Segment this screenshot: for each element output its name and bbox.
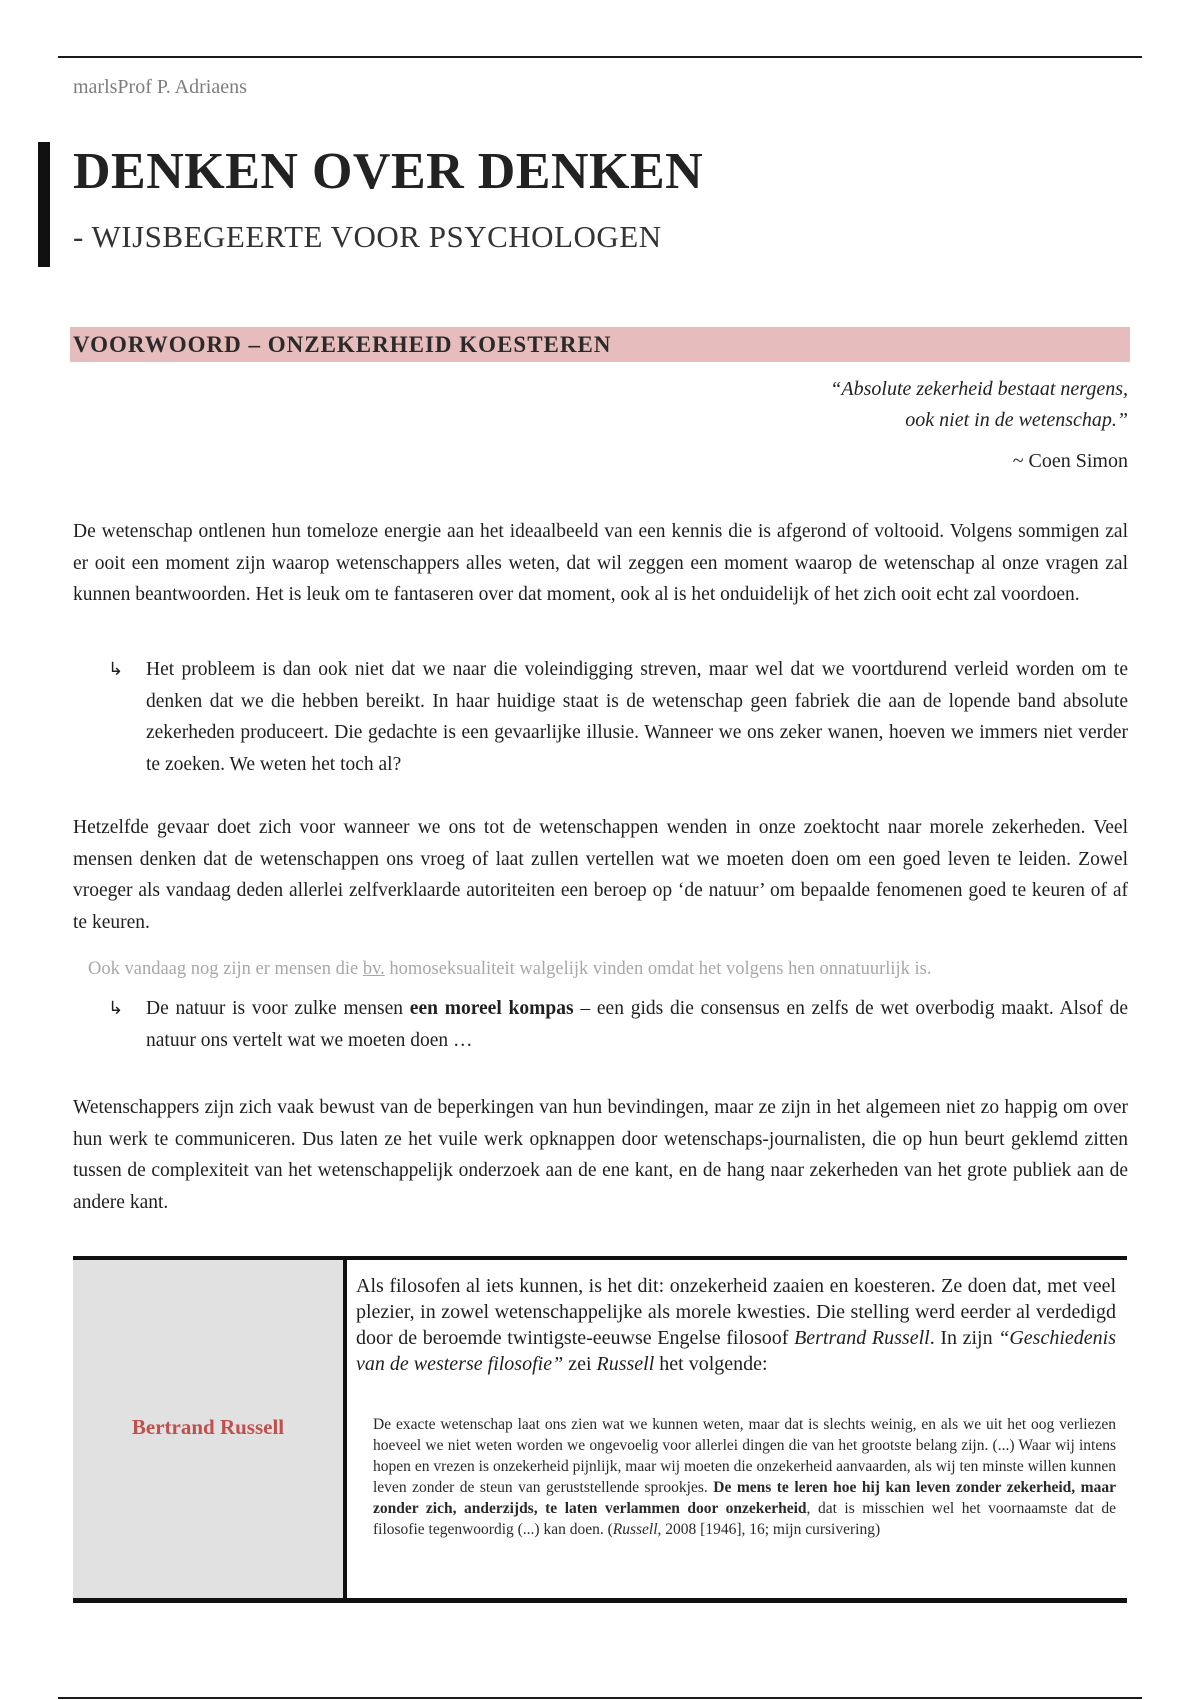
epigraph-quote xyxy=(528,374,1128,436)
epigraph-line-2: ook niet in de wetenschap.” xyxy=(905,409,1128,431)
cite-text-a: De exacte wetenschap laat ons zien wat we kunnen weten, maar dat is slechts weinig, en als we uit het oog verliezen hoeveel we niet weten worden we ongevoelig voor allerlei dingen die van het grootste belang zijn. (...) Waar wij intens hopen en vrezen is onzekerheid pijnlijk, maar wij moeten die onzekerheid aanvaarden, als wij ten minste willen kunnen leven zonder de steun van geruststellende sprookjes. xyxy=(373,1416,1116,1496)
epigraph-author: ~ Coen Simon xyxy=(1012,450,1128,472)
aside-text-b: homoseksualiteit walgelijk vinden omdat het volgens hen onnatuurlijk is. xyxy=(384,959,932,979)
section-heading: VOORWOORD – ONZEKERHEID KOESTEREN xyxy=(73,332,612,357)
arrow-return-icon: ↳ xyxy=(108,998,124,1019)
bullet-2-text-b: – een gids die consensus en zelfs de wet overbodig maakt. Alsof de natuur ons vertelt wat we moeten doen … xyxy=(146,998,1128,1051)
paragraph-2: Hetzelfde gevaar doet zich voor wanneer we ons tot de wetenschappen wenden in onze zoektocht naar morele zekerheden. Veel mensen denken dat de wetenschappen ons vroeg of laat zullen vertellen wat we moeten doen om een goed leven te leiden. Zowel vroeger als vandaag deden allerlei zelfverklaarde autoriteiten een beroep op ‘de natuur’ om bepaalde fenomenen goed te keuren of af te keuren. xyxy=(73,817,1128,933)
document-subtitle: - WIJSBEGEERTE VOOR PSYCHOLOGEN xyxy=(73,219,662,254)
cite-text-b: , dat is misschien wel het voornaamste dat de filosofie tegenwoordig (...) kan doen. ( xyxy=(373,1500,1116,1538)
box-text-book: “Geschiedenis van de westerse filosofie” xyxy=(356,1327,1116,1375)
aside-text-a: Ook vandaag nog zijn er mensen die xyxy=(88,959,363,979)
box-text-d: het volgende: xyxy=(654,1353,768,1375)
cite-ref: Russell xyxy=(612,1521,658,1538)
bullet-1-text: Het probleem is dan ook niet dat we naar die voleindigging streven, maar wel dat we voortdurend verleid worden om te denken dat we die hebben bereikt. In haar huidige staat is de wetenschap geen fabriek die aan de lopende band absolute zekerheden produceert. Die gedachte is een gevaarlijke illusie. Wanneer we ons zeker wanen, hoeven we immers niet verder te zoeken. We weten het toch al? xyxy=(146,659,1128,775)
header-author: marlsProf P. Adriaens xyxy=(73,76,247,98)
bullet-2-text-a: De natuur is voor zulke mensen xyxy=(146,998,410,1019)
bullet-1 xyxy=(108,654,1128,780)
box-text-c: zei xyxy=(563,1353,597,1375)
bottom-rule xyxy=(58,1697,1142,1699)
top-rule xyxy=(58,56,1142,58)
document-title: DENKEN OVER DENKEN xyxy=(73,143,704,200)
box-person-name: Bertrand Russell xyxy=(131,1415,285,1439)
aside-example xyxy=(88,955,1128,983)
box-text-name: Bertrand Russell xyxy=(794,1327,930,1349)
arrow-return-icon: ↳ xyxy=(108,659,124,680)
epigraph-line-1: “Absolute zekerheid bestaat nergens, xyxy=(830,378,1128,400)
cite-bold: De mens te leren hoe hij kan leven zonder zekerheid, maar zonder zich, anderzijds, te laten verlammen door onzekerheid xyxy=(373,1479,1116,1517)
paragraph-3: Wetenschappers zijn zich vaak bewust van de beperkingen van hun bevindingen, maar ze zijn in het algemeen niet zo happig om over hun werk te communiceren. Dus laten ze het vuile werk opknappen door wetenschaps-journalisten, die op hun beurt geklemd zitten tussen de complexiteit van het wetenschappelijk onderzoek aan de ene kant, en de hang naar zekerheden van het grote publiek aan de andere kant. xyxy=(73,1097,1128,1213)
title-accent-bar xyxy=(38,142,50,267)
box-citation xyxy=(373,1414,1116,1540)
box-intro-text xyxy=(356,1273,1116,1377)
cite-text-c: , 2008 [1946], 16; mijn cursivering) xyxy=(657,1521,881,1538)
paragraph-1: De wetenschap ontlenen hun tomeloze energie aan het ideaalbeeld van een kennis die is afgerond of voltooid. Volgens sommigen zal er ooit een moment zijn waarop wetenschappers alles weten, dat wil zeggen een moment waarop de wetenschap al onze vragen zal kunnen beantwoorden. Het is leuk om te fantaseren over dat moment, ook al is het onduidelijk of het zich ooit echt zal voordoen. xyxy=(73,521,1128,605)
box-text-b: . In zijn xyxy=(929,1327,999,1349)
bullet-2 xyxy=(108,993,1128,1056)
bullet-2-bold: een moreel kompas xyxy=(409,998,574,1019)
box-text-name2: Russell xyxy=(596,1353,655,1375)
box-divider xyxy=(343,1260,347,1598)
bullet-2-text xyxy=(146,993,1128,1056)
box-bottom-rule xyxy=(73,1598,1127,1603)
box-text-a: Als filosofen al iets kunnen, is het dit: onzekerheid zaaien en koesteren. Ze doen dat, met veel plezier, in zowel wetenschappelijke als morele kwesties. Die stelling werd eerder al verdedigd door de beroemde twintigste-eeuwse Engelse filosoof xyxy=(356,1275,1116,1349)
aside-bv: bv. xyxy=(362,959,385,979)
